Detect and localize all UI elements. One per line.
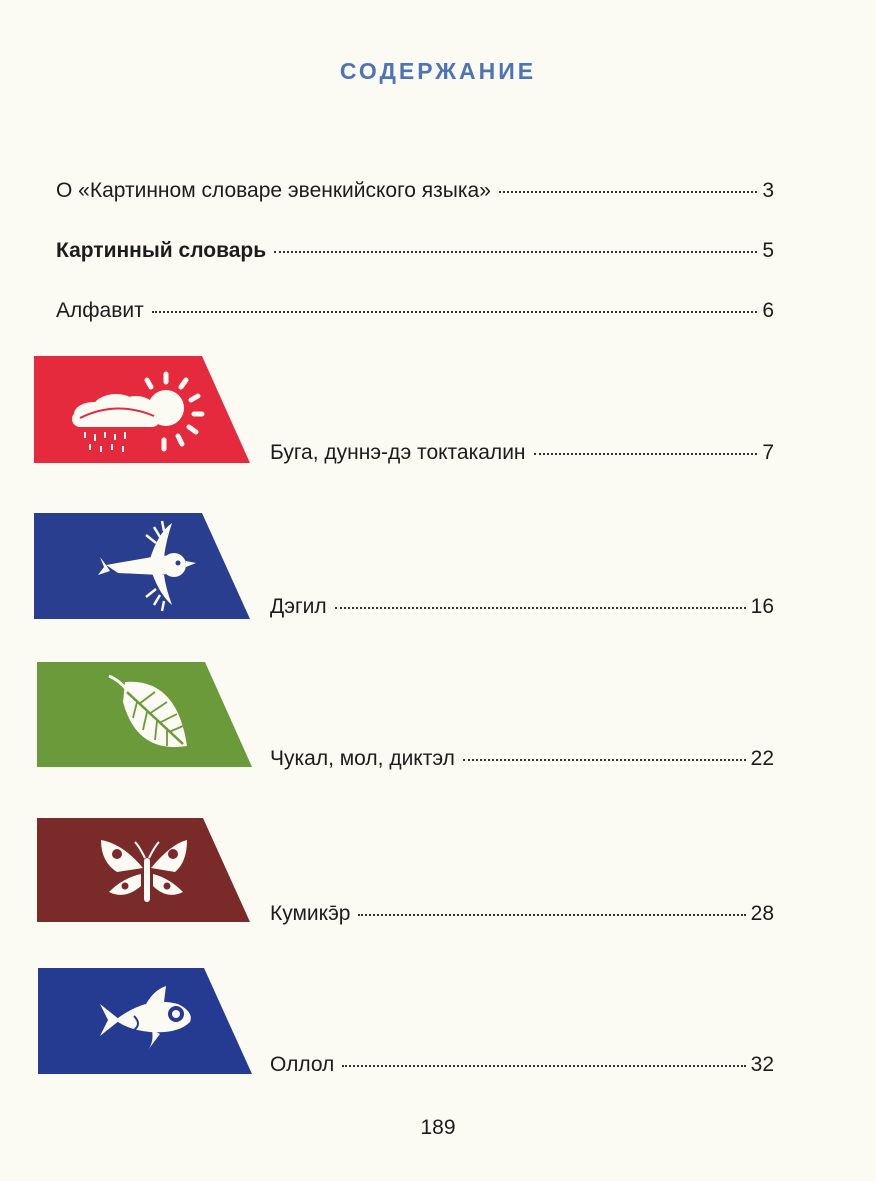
- toc-entry-section-weather[interactable]: [270, 440, 774, 466]
- toc-entry-page: 3: [762, 179, 774, 202]
- toc-entry-page: 32: [750, 1053, 774, 1076]
- toc-entry-alphabet[interactable]: [56, 298, 774, 324]
- toc-entry-page: 6: [762, 299, 774, 322]
- toc-entry-page: 22: [750, 747, 774, 770]
- section-banner-insects: [37, 818, 250, 922]
- section-banner-birds: [34, 513, 250, 619]
- toc-entry-label: Картинный словарь: [56, 239, 267, 262]
- footer-page-number: 189: [420, 1116, 456, 1139]
- toc-entry-label: Оллол: [270, 1053, 335, 1076]
- toc-entry-label: Чукал, мол, диктэл: [270, 747, 455, 770]
- dot-leader: [274, 251, 757, 253]
- dot-leader: [463, 759, 746, 761]
- toc-entry-label: Буга, дуннэ-дэ токтакалин: [270, 441, 526, 464]
- toc-entry-label: Дэгил: [270, 595, 327, 618]
- section-banner-weather: [34, 356, 250, 463]
- toc-entry-page: 7: [762, 441, 774, 464]
- toc-entry-section-birds[interactable]: [270, 594, 774, 620]
- toc-entry-page: 16: [750, 595, 774, 618]
- fish-icon: [38, 968, 252, 1074]
- toc-entry-section-plants[interactable]: [270, 746, 774, 772]
- leaf-icon: [37, 662, 252, 767]
- dot-leader: [499, 191, 757, 193]
- dot-leader: [335, 607, 746, 609]
- page-title: СОДЕРЖАНИЕ: [339, 58, 537, 84]
- section-banner-fish: [38, 968, 252, 1074]
- toc-entry-label: Алфавит: [56, 299, 144, 322]
- toc-entry-page: 28: [750, 902, 774, 925]
- toc-entry-label: Кумикэ̄р: [270, 902, 351, 925]
- toc-entry-page: 5: [762, 239, 774, 262]
- section-banner-plants: [37, 662, 252, 767]
- weather-icon: [34, 356, 250, 463]
- bird-icon: [34, 513, 250, 619]
- dot-leader: [358, 914, 745, 916]
- toc-entry-section-insects[interactable]: [270, 901, 774, 927]
- dot-leader: [342, 1065, 745, 1067]
- toc-entry-section-fish[interactable]: [270, 1052, 774, 1078]
- toc-entry-intro[interactable]: [56, 178, 774, 204]
- dot-leader: [534, 453, 758, 455]
- butterfly-icon: [37, 818, 250, 922]
- toc-entry-label: О «Картинном словаре эвенкийского языка»: [56, 179, 491, 202]
- dot-leader: [152, 311, 758, 313]
- toc-entry-dictionary[interactable]: [56, 238, 774, 264]
